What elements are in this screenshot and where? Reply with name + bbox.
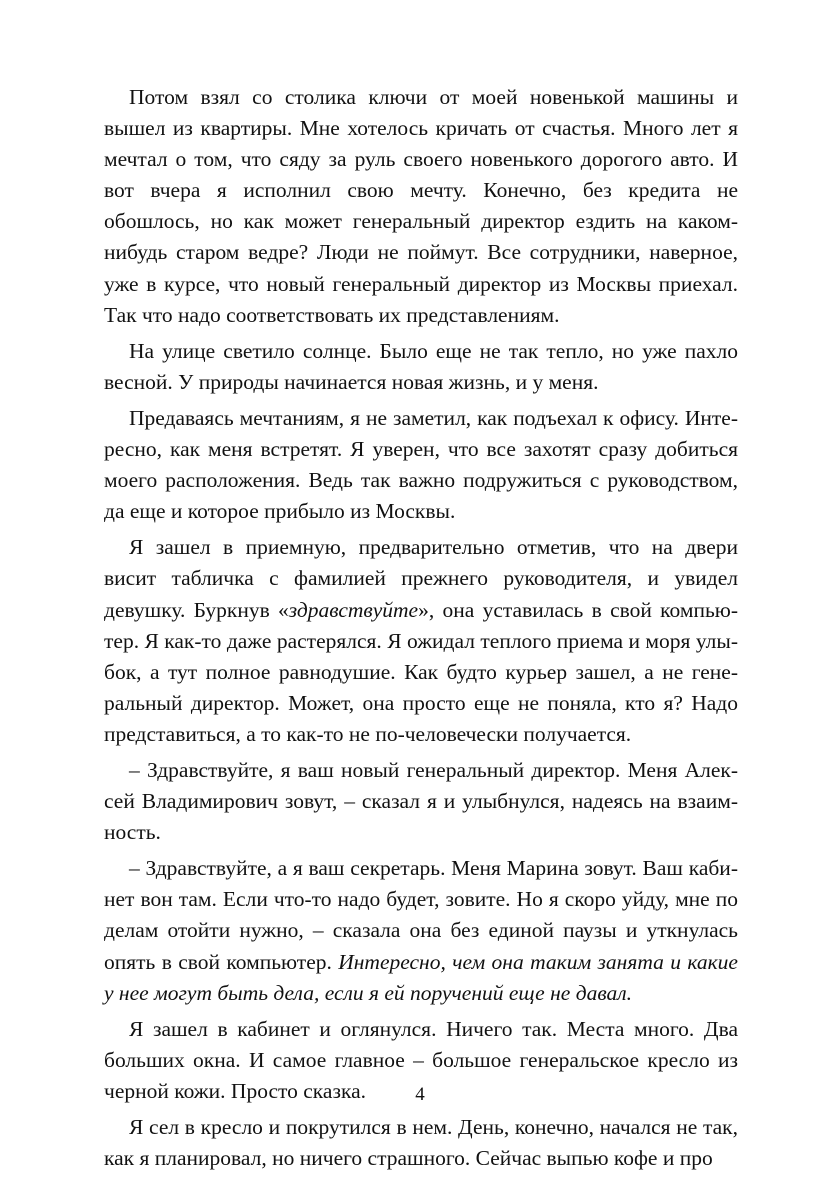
paragraph-3: Предаваясь мечтаниям, я не заметил, как подъехал к офису. Интересно, как меня встретят. Я уверен, что все захотят сразу добиться моего расположения. Ведь так важно подружиться с руководством, да еще и которое прибыло из Москвы.	[104, 405, 738, 524]
page-number: 4	[415, 1084, 425, 1105]
page-body	[104, 82, 738, 1179]
paragraph-6-text-a: – Здравствуйте, а я ваш секретарь. Меня Марина зовут. Ваш кабинет вон там. Если что-то надо будет, зовите. Но я скоро уйду, мне по делам отойти нужно, – сказала она без единой паузы и уткнулась опять в свой компьютер.	[104, 856, 738, 974]
paragraph-4-text-a: Я зашел в приемную, предварительно отметив, что на двери висит табличка с фамилией прежнего руководителя, и увидел девушку. Буркнув «	[104, 535, 738, 622]
paragraph-7: Я зашел в кабинет и оглянулся. Ничего так. Места много. Два больших окна. И самое главное – большое генеральское кресло из черной кожи. Просто сказка.	[104, 1016, 738, 1103]
paragraph-4	[104, 532, 738, 750]
paragraph-4-text-b: », она уставилась в свой компьютер. Я как-то даже растерялся. Я ожидал теплого приема и моря улыбок, а тут полное равнодушие. Как будто курьер зашел, а не генеральный директор. Может, она просто еще не поняла, кто я? Надо представиться, а то как-то не по-человечески получается.	[104, 597, 738, 746]
paragraph-2: На улице светило солнце. Было еще не так тепло, но уже пахло весной. У природы начинается новая жизнь, и у меня.	[104, 338, 738, 394]
paragraph-5: – Здравствуйте, я ваш новый генеральный директор. Меня Алексей Владимирович зовут, – сказал я и улыбнулся, надеясь на взаимность.	[104, 757, 738, 845]
paragraph-1: Потом взял со столика ключи от моей новенькой машины и вышел из квартиры. Мне хотелось кричать от счастья. Много лет я мечтал о том, что сяду за руль своего новенького дорогого авто. И вот вчера я исполнил свою мечту. Конечно, без кредита не обошлось, но как может генеральный директор ездить на каком-нибудь старом ведре? Люди не поймут. Все сотрудники, наверное, уже в курсе, что новый генеральный директор из Москвы приехал. Так что надо соответствовать их представлениям.	[104, 85, 738, 327]
paragraph-8: Я сел в кресло и покрутился в нем. День, конечно, начался не так, как я планировал, но ничего страшного. Сейчас выпью кофе и про	[104, 1115, 738, 1171]
paragraph-6-italic-thought: Интересно, чем она таким занята и какие у нее могут быть дела, если я ей поручений еще не давал.	[104, 949, 738, 1005]
paragraph-4-italic-greeting: здравствуйте	[288, 597, 419, 622]
paragraph-6	[104, 853, 738, 1008]
